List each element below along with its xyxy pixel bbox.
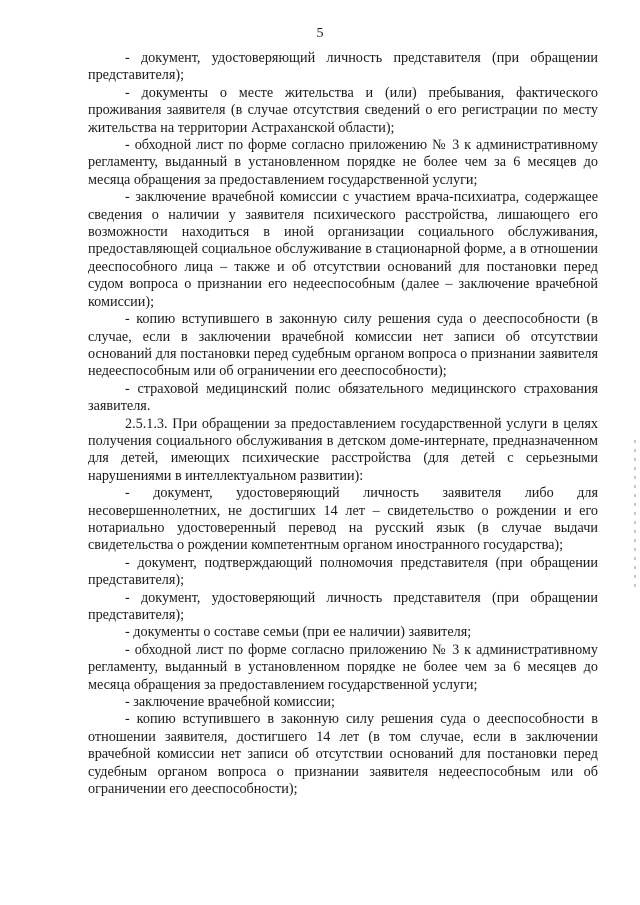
paragraph-applicant-id: - документ, удостоверяющий личность заявителя либо для несовершеннолетних, не достигших 14 лет – свидетельство о рождении и его нотариально удостоверенный перевод на русский язык (в случае выдачи свидетельства о рождении компетентным органом иностранного государства); <box>88 485 598 554</box>
paragraph-representative-id: - документ, удостоверяющий личность представителя (при обращении представителя); <box>88 50 598 84</box>
document-body <box>88 50 598 798</box>
paragraph-representative-authority: - документ, подтверждающий полномочия представителя (при обращении представителя); <box>88 554 598 589</box>
paragraph-residence-documents: - документы о месте жительства и (или) пребывания, фактического проживания заявителя (в случае отсутствия сведений о его регистрации по месту жительства на территории Астраханской области); <box>88 84 598 136</box>
paragraph-medical-commission-2: - заключение врачебной комиссии; <box>125 694 335 711</box>
paragraph-court-decision-copy: - копию вступившего в законную силу решения суда о дееспособности (в случае, если в заключении врачебной комиссии нет записи об отсутствии оснований для постановки перед судебным органом вопроса о признании заявителя недееспособным или об ограничении его дееспособности); <box>88 311 598 380</box>
paragraph-representative-id-2: - документ, удостоверяющий личность представителя (при обращении представителя); <box>88 589 598 623</box>
paragraph-court-decision-copy-2: - копию вступившего в законную силу решения суда о дееспособности в отношении заявителя, достигшего 14 лет (в том случае, если в заключении врачебной комиссии нет записи об отсутствии оснований для постановки перед судебным органом вопроса о признании заявителя недееспособным или об ограничении его дееспособности); <box>88 711 598 798</box>
paragraph-checkout-sheet: - обходной лист по форме согласно приложению № 3 к административному регламенту, выданный в установленном порядке не более чем за 6 месяцев до месяца обращения за предоставлением государственной услуги; <box>88 137 598 188</box>
paragraph-insurance-policy: - страховой медицинский полис обязательного медицинского страхования заявителя. <box>88 380 598 415</box>
scan-edge-mark <box>634 440 636 590</box>
paragraph-family-composition: - документы о составе семьи (при ее наличии) заявителя; <box>125 624 472 641</box>
paragraph-checkout-sheet-2: - обходной лист по форме согласно приложению № 3 к административному регламенту, выданный в установленном порядке не более чем за 6 месяцев до месяца обращения за предоставлением государственной услуги; <box>88 641 598 693</box>
paragraph-medical-commission-conclusion: - заключение врачебной комиссии с участием врача-психиатра, содержащее сведения о наличии у заявителя психического расстройства, лишающего его возможности находиться в иной организации социального обслуживания, предоставляющей социальное обслуживание в стационарной форме, а в отношении дееспособного лица – также и об отсутствии оснований для постановки перед судом вопроса о признании его недееспособным (далее – заключение врачебной комиссии); <box>88 189 598 310</box>
page-number: 5 <box>316 26 324 41</box>
paragraph-section-2-5-1-3: 2.5.1.3. При обращении за предоставлением государственной услуги в целях получения социального обслуживания в детском доме-интернате, предназначенном для детей, имеющих психические расстройства (для детей с серьезными нарушениями в интеллектуальном развитии): <box>88 415 598 484</box>
